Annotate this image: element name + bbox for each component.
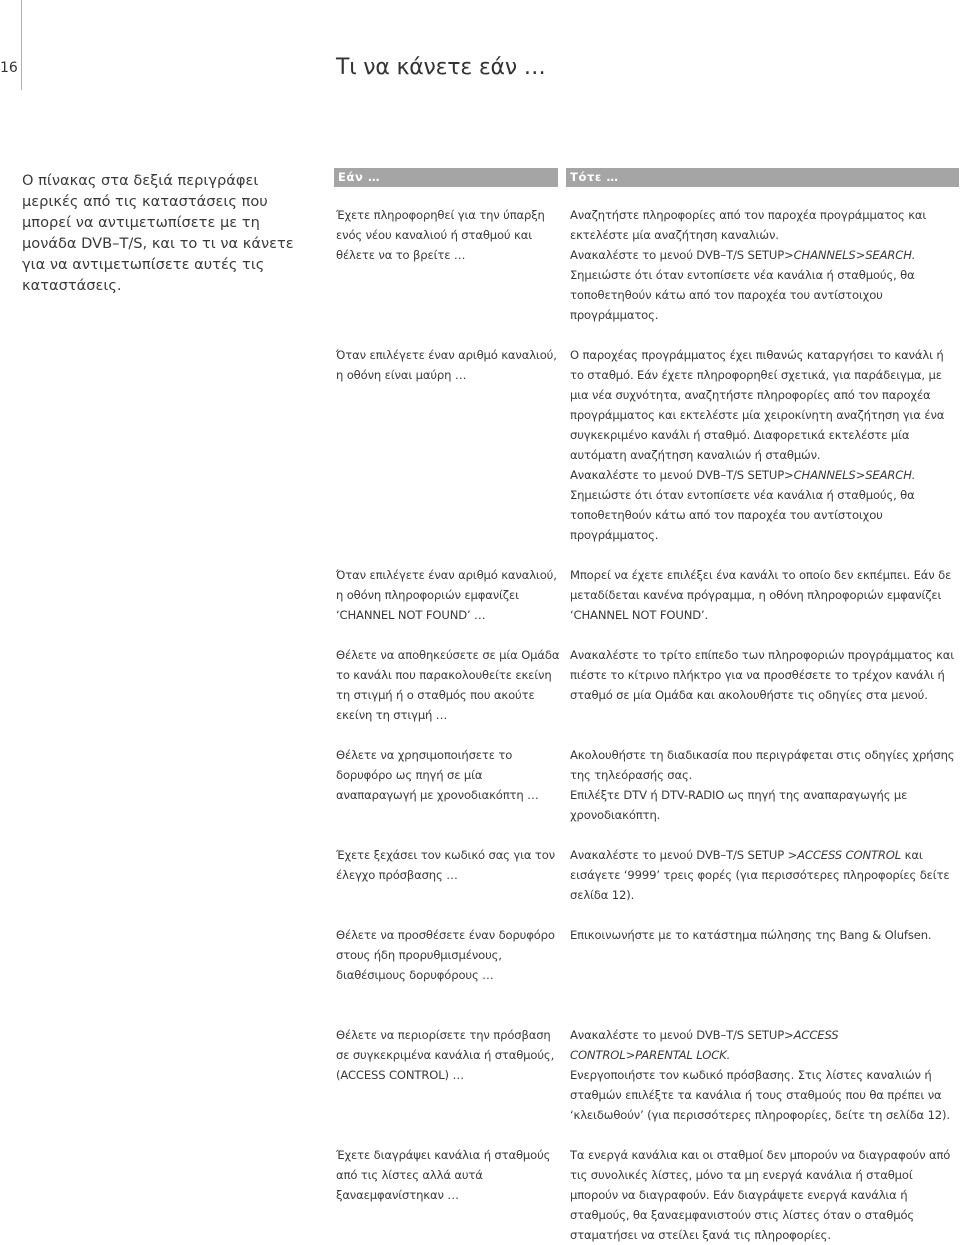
row-2-action-p3: Σημειώστε ότι όταν εντοπίσετε νέα κανάλια ή σταθμούς, θα τοποθετηθούν κάτω από τον παροχέα του αντίστοιχου προγράμματος. [570, 488, 915, 542]
row-9-action: Τα ενεργά κανάλια και οι σταθμοί δεν μπορούν να διαγραφούν από τις συνολικές λίστες, μόνο τα μη ενεργά κανάλια ή σταθμοί μπορούν να διαγραφούν. Εάν διαγράψετε ενεργά κανάλια ή σταθμούς, θα ξαναεμφανιστούν στις λίστες όταν ο σταθμός σταματήσει να στείλει ξανά τις πληροφορίες. [570, 1148, 951, 1242]
row-1-action-p1: Αναζητήστε πληροφορίες από τον παροχέα προγράμματος και εκτελέστε μία αναζήτηση καναλιών. [570, 208, 927, 242]
row-1-action-p2: Ανακαλέστε το μενού DVB–T/S SETUP>CHANNELS>SEARCH. [570, 248, 916, 262]
margin-rule [21, 0, 22, 90]
table-header-if: Εάν … [334, 168, 558, 187]
row-8-action-p2: Ενεργοποιήστε τον κωδικό πρόσβασης. Στις λίστες καναλιών ή σταθμών επιλέξτε τα κανάλια ή τους σταθμούς που θα πρέπει να ‘κλειδωθούν’ (για περισσότερες πληροφορίες, δείτε τη σελίδα 12). [570, 1068, 950, 1122]
page-title: Τι να κάνετε εάν … [336, 55, 546, 80]
page-number: 16 [0, 60, 18, 76]
row-5-action [570, 745, 955, 825]
row-5-action-p2: Επιλέξτε DTV ή DTV-RADIO ως πηγή της αναπαραγωγής με χρονοδιακόπτη. [570, 788, 908, 822]
intro-paragraph: Ο πίνακας στα δεξιά περιγράφει μερικές από τις καταστάσεις που μπορεί να αντιμετωπίσετε με τη μονάδα DVB–T/S, και το τι να κάνετε για να αντιμετωπίσετε αυτές τις καταστάσεις. [22, 172, 294, 294]
row-8-action [570, 1025, 955, 1125]
row-1-action-p3: Σημειώστε ότι όταν εντοπίσετε νέα κανάλια ή σταθμούς, θα τοποθετηθούν κάτω από τον παροχέα του αντίστοιχου προγράμματος. [570, 268, 915, 322]
row-7-action: Επικοινωνήστε με το κατάστημα πώλησης της Bang & Olufsen. [570, 928, 932, 942]
row-5-action-p1: Ακολουθήστε τη διαδικασία που περιγράφεται στις οδηγίες χρήσης της τηλεόρασής σας. [570, 748, 955, 782]
row-3-condition: Όταν επιλέγετε έναν αριθμό καναλιού, η οθόνη πληροφοριών εμφανίζει ‘CHANNEL NOT FOUND’ … [336, 568, 557, 622]
row-2-action-p1: Ο παροχέας προγράμματος έχει πιθανώς καταργήσει το κανάλι ή το σταθμό. Εάν έχετε πληροφορηθεί σχετικά, για παράδειγμα, με μια νέα συχνότητα, αναζητήστε πληροφορίες από τον παροχέα προγράμματος και εκτελέστε μία χειροκίνητη αναζήτηση για ένα συγκεκριμένο κανάλι ή σταθμό. Διαφορετικά εκτελέστε μία αυτόματη αναζήτηση καναλιών ή σταθμών. [570, 348, 945, 462]
row-1-condition: Έχετε πληροφορηθεί για την ύπαρξη ενός νέου καναλιού ή σταθμού και θέλετε να το βρείτε … [336, 208, 545, 262]
row-2-action-p2: Ανακαλέστε το μενού DVB–T/S SETUP>CHANNELS>SEARCH. [570, 468, 916, 482]
row-7-condition: Θέλετε να προσθέσετε έναν δορυφόρο στους ήδη προρυθμισμένους, διαθέσιμους δορυφόρους … [336, 928, 555, 982]
row-1-action [570, 205, 955, 325]
row-4-condition: Θέλετε να αποθηκεύσετε σε μία Ομάδα το κανάλι που παρακολουθείτε εκείνη τη στιγμή ή ο σταθμός που ακούτε εκείνη τη στιγμή … [336, 648, 560, 722]
row-4-action: Ανακαλέστε το τρίτο επίπεδο των πληροφοριών προγράμματος και πιέστε το κίτρινο πλήκτρο για να προσθέσετε το τρέχον κανάλι ή σταθμό σε μία Ομάδα και ακολουθήστε τις οδηγίες στα μενού. [570, 648, 955, 702]
row-2-condition: Όταν επιλέγετε έναν αριθμό καναλιού, η οθόνη είναι μαύρη … [336, 348, 557, 382]
row-6-condition: Έχετε ξεχάσει τον κωδικό σας για τον έλεγχο πρόσβασης … [336, 848, 555, 882]
row-8-action-p1: Ανακαλέστε το μενού DVB–T/S SETUP>ACCESS CONTROL>PARENTAL LOCK. [570, 1028, 839, 1062]
row-3-action: Μπορεί να έχετε επιλέξει ένα κανάλι το οποίο δεν εκπέμπει. Εάν δε μεταδίδεται κανένα πρόγραμμα, η οθόνη πληροφοριών εμφανίζει ‘CHANNEL NOT FOUND’. [570, 568, 952, 622]
row-8-condition: Θέλετε να περιορίσετε την πρόσβαση σε συγκεκριμένα κανάλια ή σταθμούς, (ACCESS CONTROL) … [336, 1028, 555, 1082]
row-6-action: Ανακαλέστε το μενού DVB–T/S SETUP >ACCESS CONTROL και εισάγετε ‘9999’ τρεις φορές (για περισσότερες πληροφορίες δείτε σελίδα 12). [570, 848, 950, 902]
row-5-condition: Θέλετε να χρησιμοποιήσετε το δορυφόρο ως πηγή σε μία αναπαραγωγή με χρονοδιακόπτη … [336, 748, 539, 802]
row-2-action [570, 345, 955, 545]
table-header-then: Τότε … [566, 168, 959, 187]
row-9-condition: Έχετε διαγράψει κανάλια ή σταθμούς από τις λίστες αλλά αυτά ξαναεμφανίστηκαν … [336, 1148, 551, 1202]
